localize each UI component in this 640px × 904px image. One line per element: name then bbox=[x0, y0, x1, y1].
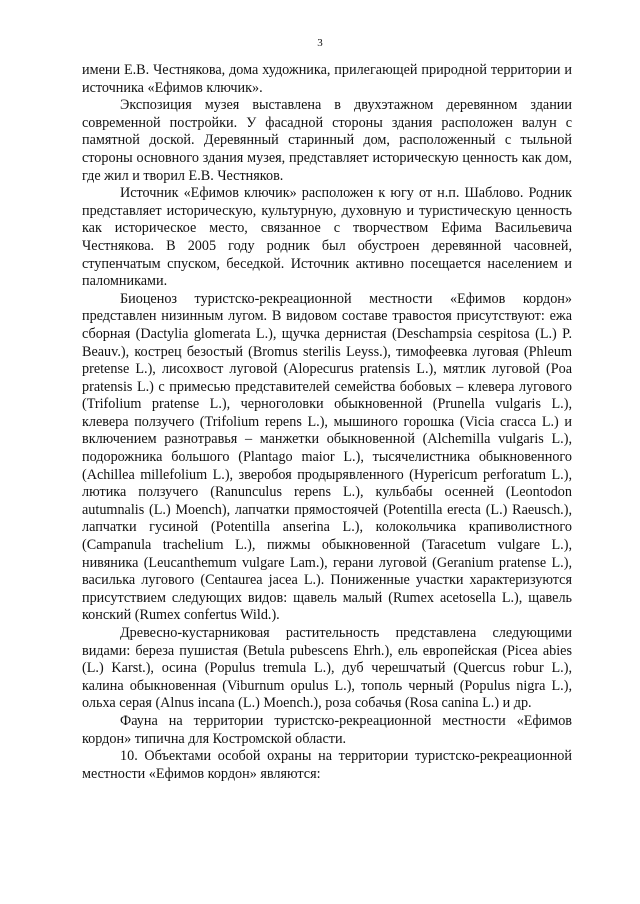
paragraph-spring: Источник «Ефимов ключик» расположен к югу от н.п. Шаблово. Родник представляет историческую, культурную, духовную и туристическую ценность как историческое место, связанное с творчеством Ефима Васильевича Честнякова. В 2005 году родник был обустроен деревянной часовней, ступенчатым спуском, беседкой. Источник активно посещается населением и паломниками. bbox=[82, 185, 572, 290]
paragraph-trees-shrubs: Древесно-кустарниковая растительность представлена следующими видами: береза пушистая (Betula pubescens Ehrh.), ель европейская (Picea abies (L.) Karst.), осина (Populus tremula L.), дуб черешчатый (Quercus robur L.), калина обыкновенная (Viburnum opulus L.), тополь черный (Populus nigra L.), ольха серая (Alnus incana (L.) Moench.), роза собачья (Rosa canina L.) и др. bbox=[82, 625, 572, 712]
paragraph-museum-exposition: Экспозиция музея выставлена в двухэтажном деревянном здании современной постройки. У фасадной стороны здания расположен валун с памятной доской. Деревянный старинный дом, расположенный с тыльной стороны основного здания музея, представляет историческую ценность как дом, где жил и творил Е.В. Честняков. bbox=[82, 97, 572, 184]
document-body bbox=[82, 62, 572, 783]
paragraph-fauna: Фауна на территории туристско-рекреационной местности «Ефимов кордон» типична для Костромской области. bbox=[82, 712, 572, 747]
paragraph-protected-objects: 10. Объектами особой охраны на территории туристско-рекреационной местности «Ефимов кордон» являются: bbox=[82, 748, 572, 782]
paragraph-biocenosis: Биоценоз туристско-рекреационной местности «Ефимов кордон» представлен низинным лугом. В видовом составе травостоя присутствуют: ежа сборная (Dactylia glomerata L.), щучка дернистая (Deschampsia cespitosa (L.) P. Beauv.), кострец безостый (Bromus sterilis Leyss.), тимофеевка луговая (Phleum pretense L.), лисохвост луговой (Alopecurus pratensis L.), мятлик луговой (Poa pratensis L.) с примесью представителей семейства бобовых – клевера лугового (Trifolium pratense L.), черноголовки обыкновенной (Prunella vulgaris L.), клевера ползучего (Trifolium repens L.), мышиного горошка (Vicia cracca L.) и включением разнотравья – манжетки обыкновенной (Alchemilla vulgaris L.), подорожника большого (Plantago maior L.), тысячелистника обыкновенного (Achillea millefolium L.), зверобоя продырявленного (Hypericum perforatum L.), лютика ползучего (Ranunculus repens L.), кульбабы осенней (Leontodon autumnalis (L.) Moench), лапчатки прямостоячей (Potentilla erecta (L.) Raeusch.), лапчатки гусиной (Potentilla anserina L.), колокольчика крапиволистного (Campanula trachelium L.), пижмы обыкновенной (Taracetum vulgare L.), нивяника (Leucanthemum vulgare Lam.), герани луговой (Geranium pratense L.), василька лугового (Centaurea jacea L.). Пониженные участки характеризуются присутствием следующих видов: щавель малый (Rumex acetosella L.), щавель конский (Rumex confertus Wild.). bbox=[82, 290, 572, 624]
page-number: 3 bbox=[317, 37, 323, 49]
paragraph-continuation: имени Е.В. Честнякова, дома художника, прилегающей природной территории и источника «Ефимов ключик». bbox=[82, 62, 572, 96]
